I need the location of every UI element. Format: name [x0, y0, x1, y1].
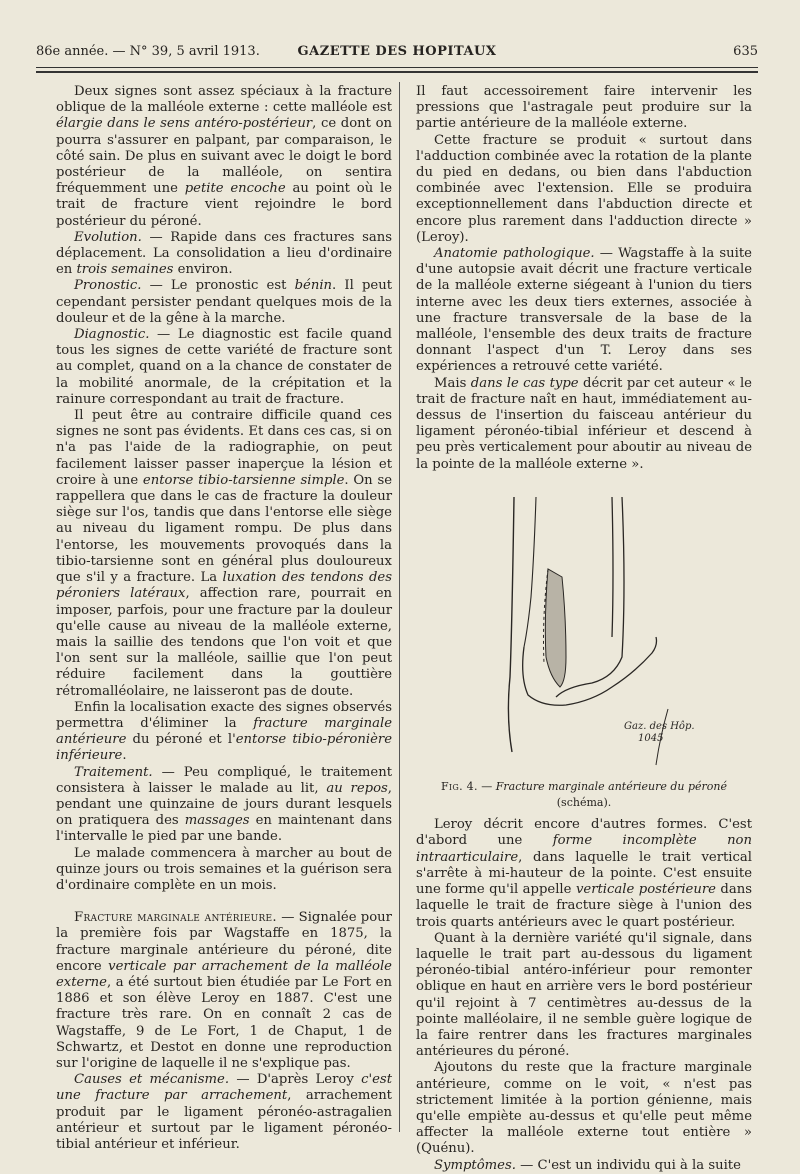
- journal-title: GAZETTE DES HOPITAUX: [297, 44, 497, 59]
- text-run: , a été surtout bien étudiée par Le Fort en 1886 et son élève Leroy en 1887. C'est une fracture très rare. On en connaît 2 cas de Wagstaffe, 9 de Le Fort, 1 de Chaput, 1 de Schwartz, et Destot en donne une reproduction sur l'origine de laquelle il ne s'explique pas.: [56, 974, 392, 1071]
- header-rule-thin: [36, 67, 758, 68]
- italic-text: Pronostic.: [74, 278, 142, 294]
- text-run: Quant à la dernière variété qu'il signale, dans laquelle le trait part au-dessous du ligament péronéo-tibial antéro-inférieur pour remonter oblique en haut en arrière vers le bord postérieur qu'il rejoint à 7 centimètres au-dessus de la pointe malléolaire, il ne semble guère logique de la faire rentrer dans les fractures marginales antérieures du péroné.: [416, 930, 752, 1060]
- text-run: , pendant une quinzaine de jours durant lesquels on pratiquera des: [56, 780, 392, 829]
- italic-text: petite encoche: [184, 181, 286, 197]
- text-run: Il faut accessoirement faire intervenir les pressions que l'astragale peut produire sur la partie antérieure de la malléole externe.: [416, 84, 752, 132]
- text-run: , ce dont on pourra s'assurer en palpant, par comparaison, le côté sain. De plus en suivant avec le doigt le bord postérieur de la malléole, on sentira fréquemment une: [56, 116, 392, 197]
- fracture-fragment: [545, 569, 566, 687]
- bone-left-edge: [508, 497, 514, 752]
- bone-inner-edge: [524, 497, 536, 647]
- text-run: dans laquelle le trait de fracture siège à l'union des trois quarts antérieurs avec le quart postérieur.: [416, 882, 752, 930]
- text-run: au point où le trait de fracture vient rejoindre le bord postérieur du péroné.: [56, 181, 392, 229]
- italic-text: fracture marginale antérieure: [56, 715, 392, 748]
- italic-text: Symptômes.: [434, 1157, 516, 1173]
- paragraph: [56, 846, 392, 895]
- right-column-bottom-text: [416, 817, 752, 1173]
- paragraph: [416, 133, 752, 246]
- figure-caption-suffix: (schéma).: [556, 796, 612, 810]
- paragraph: [56, 408, 392, 700]
- paragraph: [56, 84, 392, 230]
- text-run: — C'est un individu qui à la suite: [515, 1157, 741, 1173]
- italic-text: entorse tibio-péronière inférieure: [56, 732, 392, 764]
- paragraph: [416, 376, 752, 473]
- page-header: [36, 44, 758, 66]
- right-column-top-text: [416, 84, 752, 473]
- text-run: — Wagstaffe à la suite d'une autopsie avait décrit une fracture verticale de la malléole externe siégeant à l'union du tiers interne avec les deux tiers externes, associée à une fracture transversale de la base de la malléole, l'ensemble des deux traits de fracture donnant l'aspect d'un T. Leroy dans ses expériences a retrouvé cette variété.: [416, 246, 752, 375]
- text-run: Enfin la localisation exacte des signes observés permettra d'éliminer la: [56, 699, 392, 731]
- text-run: Mais: [434, 375, 471, 391]
- malleolus-outline: [523, 637, 657, 705]
- italic-text: élargie dans le sens antéro-postérieur: [56, 116, 313, 132]
- figure-caption-prefix: Fig. 4.: [441, 779, 478, 793]
- paragraph: [416, 1060, 752, 1157]
- text-run: — D'après Leroy: [229, 1072, 362, 1088]
- italic-text: dans le cas type: [470, 375, 579, 391]
- right-column: [416, 84, 752, 1174]
- paragraph: [56, 765, 392, 846]
- text-run: .: [122, 748, 127, 764]
- text-run: — Rapide dans ces fractures sans déplacement. La consolidation a lieu d'ordinaire en: [56, 229, 392, 278]
- italic-text: c'est une fracture par arrachement: [56, 1072, 392, 1104]
- italic-text: au repos: [326, 780, 388, 796]
- text-run: , arrachement produit par le ligament péronéo-astragalien antérieur et surtout par le ligament péronéo-tibial antérieur et inférieur.: [56, 1088, 392, 1152]
- text-run: — Le pronostic est: [141, 278, 295, 294]
- paragraph: [56, 1072, 392, 1153]
- italic-text: forme incomplète non intraarticulaire: [416, 833, 752, 865]
- fibula-schema-drawing: [416, 477, 752, 777]
- text-run: — Peu compliqué, le traitement consistera à laisser le malade au lit,: [56, 764, 392, 796]
- italic-text: verticale par arrachement de la malléole externe: [56, 958, 392, 990]
- text-run: . On se rappellera que dans le cas de fracture la douleur siège sur l'os, tandis que dans l'entorse elle siège au niveau du ligament rompu. De plus dans l'entorse, les mouvements provoqués dans la tibio-tarsienne sont en général plus douloureux que s'il y a fracture. La: [56, 472, 393, 586]
- paragraph: [416, 817, 752, 930]
- paragraph: [56, 327, 392, 408]
- text-run: décrit par cet auteur « le trait de fracture naît en haut, immédiatement au-dessus de l'insertion du faisceau antérieur du ligament péronéo-tibial inférieur et descend à peu près verticalement pour aboutir au niveau de la pointe de la malléole externe ».: [416, 375, 752, 472]
- fracture-figure: [416, 477, 752, 777]
- paragraph: [56, 278, 392, 327]
- paragraph: [416, 931, 752, 1061]
- paragraph-gap: [56, 894, 392, 910]
- paragraph: [416, 84, 752, 133]
- italic-text: Traitement.: [74, 764, 153, 780]
- left-column: [56, 84, 392, 1153]
- issue-info: 86e année. — N° 39, 5 avril 1913.: [36, 44, 260, 59]
- column-divider: [399, 82, 400, 1132]
- text-run: Il peut être au contraire difficile quand ces signes ne sont pas évidents. Et dans ces cas, si on n'a pas l'aide de la radiographie, on peut facilement laisser passer inaperçue la lésion et croire à une: [56, 408, 392, 488]
- italic-text: Causes et mécanisme.: [74, 1072, 230, 1088]
- italic-text: verticale postérieure: [575, 882, 716, 898]
- italic-text: massages: [184, 813, 250, 829]
- italic-text: Evolution.: [74, 229, 142, 245]
- italic-text: entorse tibio-tarsienne simple: [142, 472, 345, 488]
- italic-text: Anatomie pathologique.: [434, 246, 595, 262]
- text-run: — Signalée pour la première fois par Wagstaffe en 1875, la fracture marginale antérieure du péroné, dite encore: [56, 910, 392, 974]
- text-run: Cette fracture se produit « surtout dans l'adduction combinée avec la rotation de la plante du pied en dedans, ou bien dans l'abduction combinée avec l'extension. Elle se produira exceptionnellement dans l'abduction directe et encore plus rarement dans l'adduction directe » (Leroy).: [416, 132, 752, 245]
- paragraph: [56, 700, 392, 765]
- figure-stamp-line2: 1045: [638, 732, 664, 744]
- italic-text: Diagnostic.: [74, 327, 150, 343]
- paragraph: [416, 246, 752, 376]
- text-run: du péroné et l': [126, 732, 236, 748]
- text-run: . Il peut cependant persister pendant quelques mois de la douleur et de la gêne à la marche.: [56, 278, 393, 326]
- bone-right-edge: [612, 497, 613, 637]
- section-heading: Fracture marginale antérieure.: [74, 910, 277, 926]
- text-run: Deux signes sont assez spéciaux à la fracture oblique de la malléole externe : cette malléole est: [56, 84, 392, 116]
- italic-text: bénin: [294, 278, 333, 294]
- page-number: 635: [733, 44, 758, 59]
- header-rule-thick: [36, 71, 758, 73]
- text-run: — Le diagnostic est facile quand tous les signes de cette variété de fracture sont au complet, quand on a la chance de constater de la mobilité anormale, de la crépitation et la rainure correspondant au trait de fracture.: [56, 327, 392, 407]
- text-run: Le malade commencera à marcher au bout de quinze jours ou trois semaines et la guérison sera d'ordinaire complète en un mois.: [56, 845, 392, 893]
- paragraph: [416, 1158, 752, 1174]
- text-run: en maintenant dans l'intervalle le pied par une bande.: [56, 813, 392, 845]
- text-run: , affection rare, pourrait en imposer, parfois, pour une fracture par la douleur qu'elle cause au niveau de la malléole externe, mais la saillie des tendons que l'on voit et que l'on sent sur la malléole, saillie que l'on peut réduire facilement dans la gouttière rétromalléolaire, ne laisseront pas de doute.: [56, 586, 392, 699]
- text-run: environ.: [173, 262, 233, 278]
- paragraph: [56, 230, 392, 279]
- text-run: Ajoutons du reste que la fracture marginale antérieure, comme on le voit, « n'est pas strictement limitée à la portion génienne, mais qu'elle empiète au-dessus et qu'elle peut même affecter la malléole externe tout entière » (Quénu).: [416, 1060, 752, 1157]
- paragraph: [56, 910, 392, 1072]
- text-run: Leroy décrit encore d'autres formes. C'est d'abord une: [416, 817, 752, 849]
- italic-text: trois semaines: [76, 262, 174, 278]
- bone-outer-contour: [556, 497, 624, 697]
- figure-caption: Fig. 4. — Fracture marginale antérieure du péroné (schéma).: [441, 779, 727, 810]
- figure-stamp-line1: Gaz. des Hôp.: [624, 720, 695, 732]
- figure-caption-title: Fracture marginale antérieure du péroné: [495, 779, 727, 793]
- text-run: , dans laquelle le trait vertical s'arrête à mi-hauteur de la pointe. C'est ensuite une forme qu'il appelle: [416, 849, 752, 898]
- italic-text: luxation des tendons des péroniers latéraux: [56, 570, 392, 602]
